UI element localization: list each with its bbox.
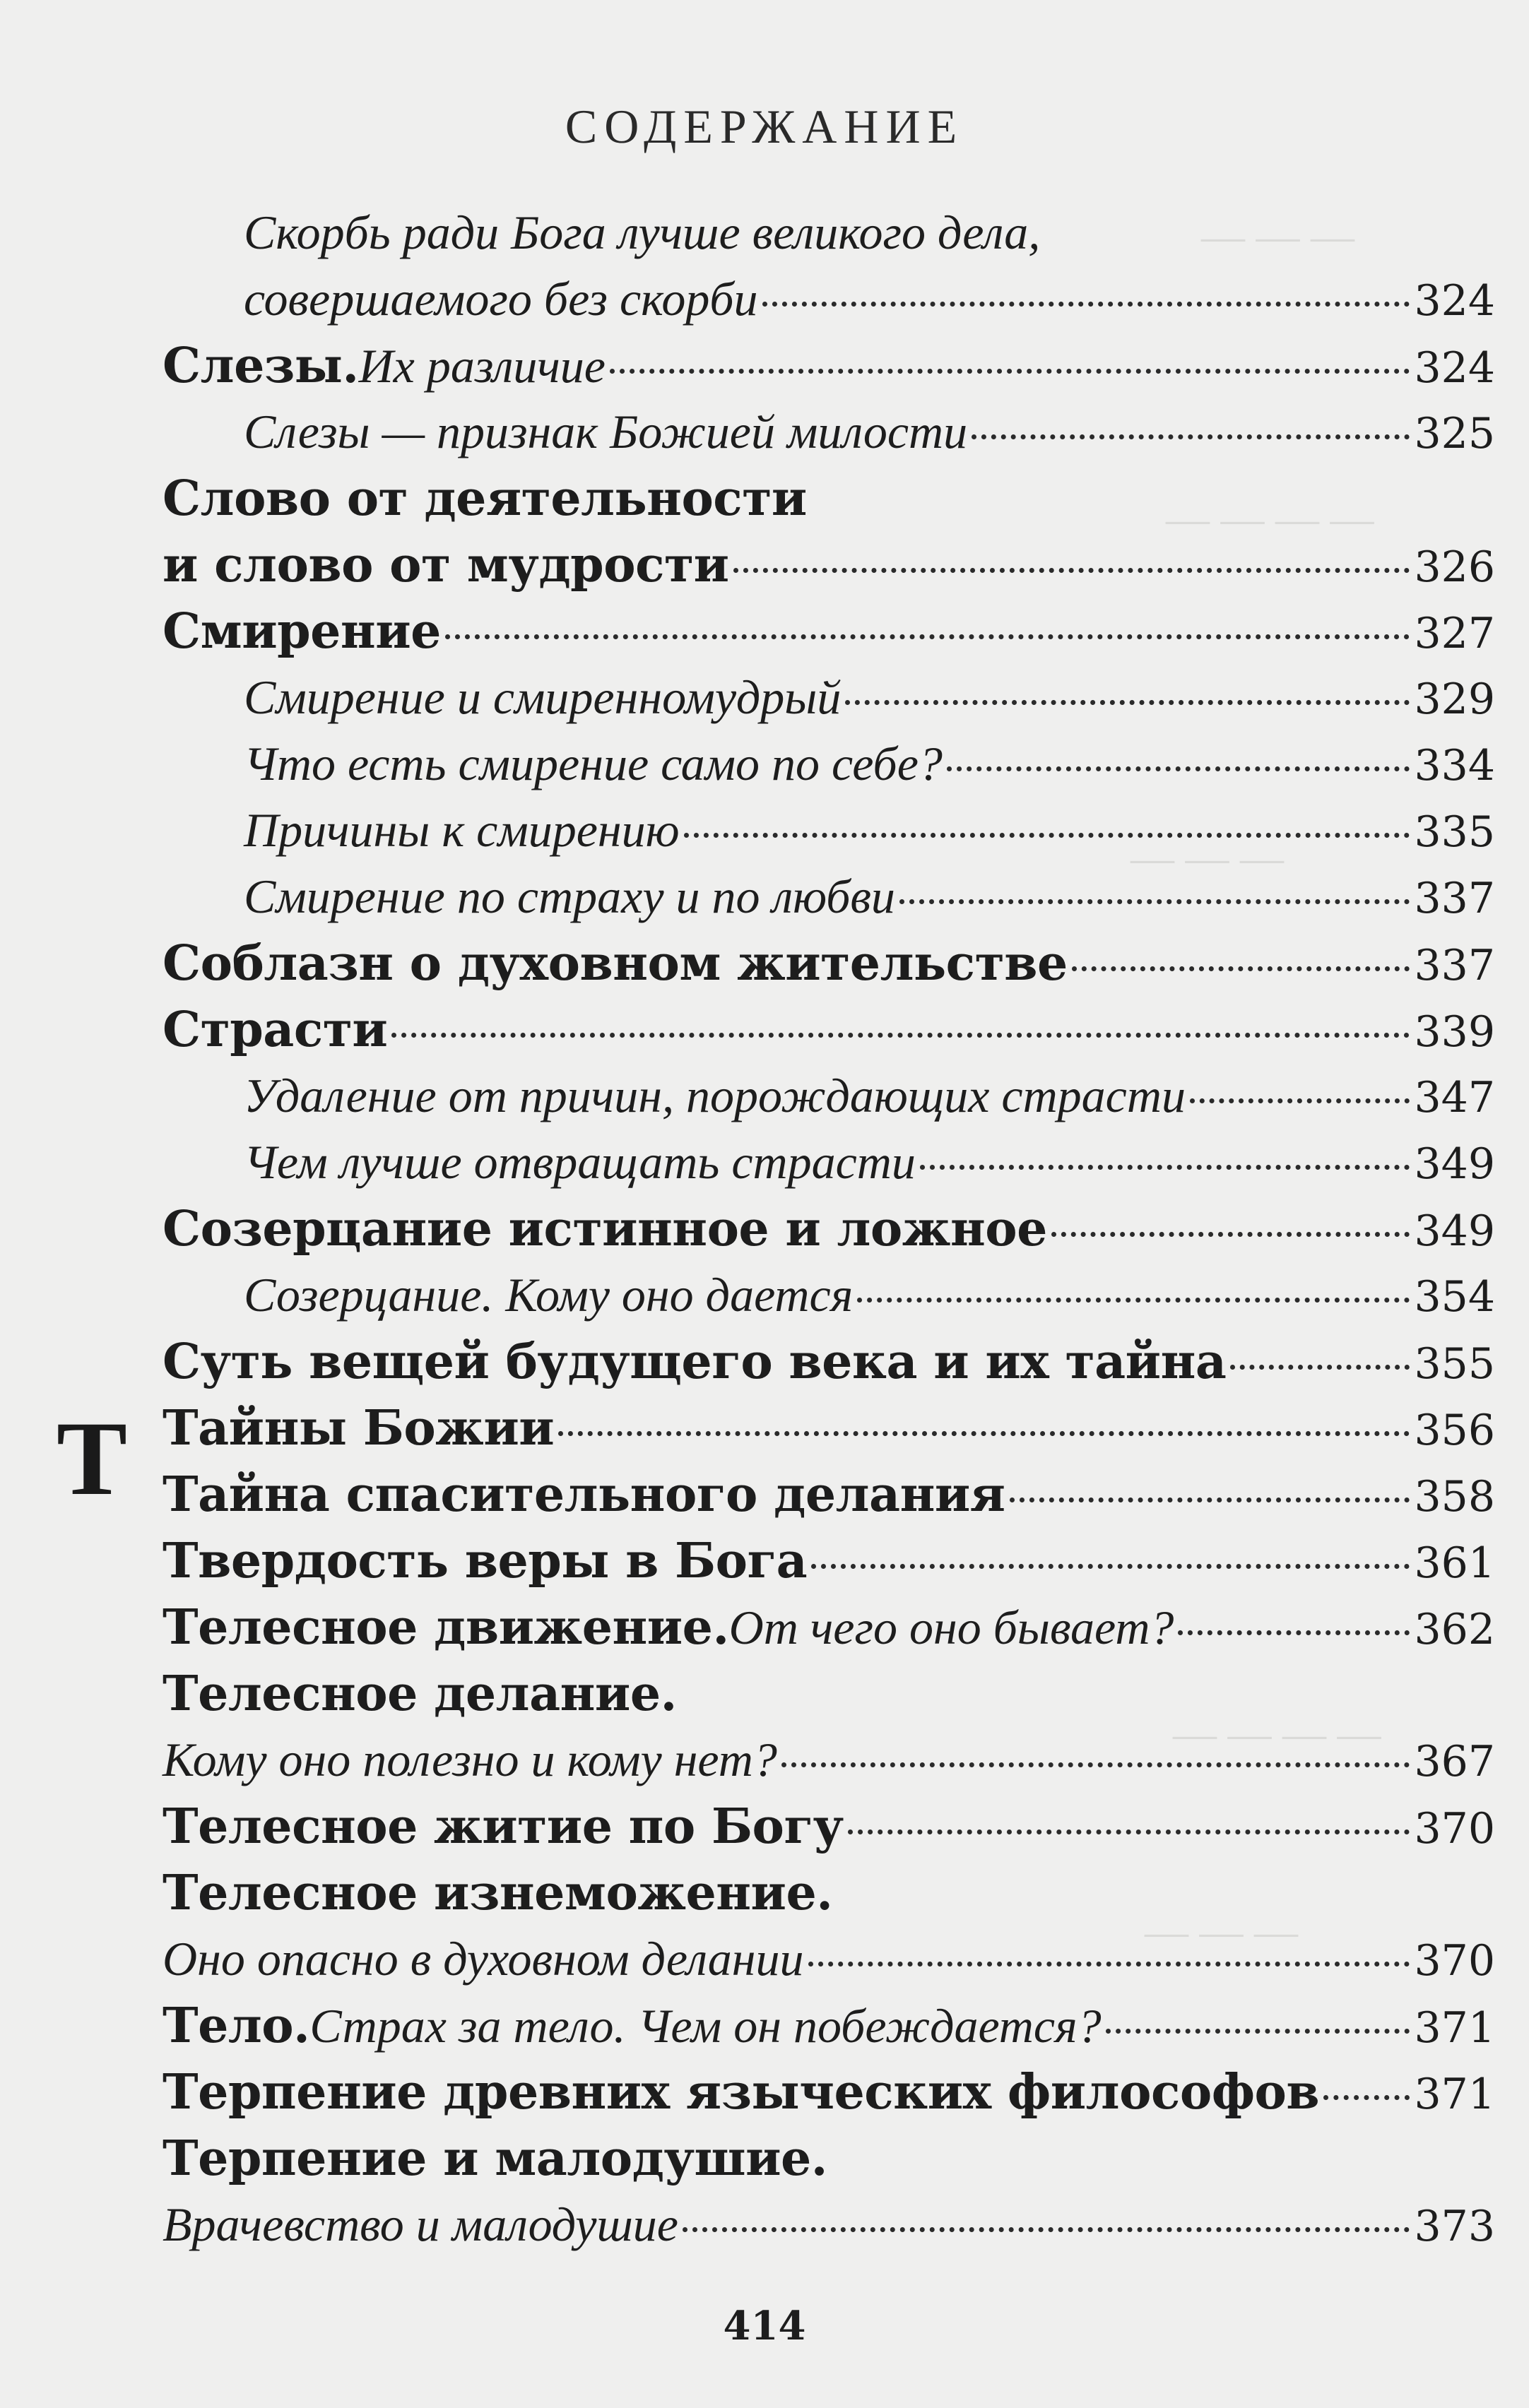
toc-entry: совершаемого без скорби 324 <box>244 272 1495 326</box>
leader-dots <box>1190 1098 1410 1103</box>
toc-entry: Кому оно полезно и кому нет? 367 <box>163 1733 1495 1786</box>
leader-dots <box>683 2227 1410 2232</box>
leader-dots <box>1230 1365 1410 1370</box>
page-number: 370 <box>1414 1804 1495 1854</box>
page-number: 329 <box>1414 675 1495 724</box>
toc-entry: Телесное изнеможение. <box>163 1865 833 1921</box>
toc-entry: и слово от мудрости 326 <box>163 537 1495 593</box>
toc-entry: Что есть смирение само по себе? 334 <box>244 737 1495 790</box>
toc-entry: Тайна спасительного делания 358 <box>163 1466 1495 1523</box>
leader-dots <box>899 899 1410 904</box>
leader-dots <box>781 1762 1410 1767</box>
toc-entry: Тело. Страх за тело. Чем он побеждается? 371 <box>163 1998 1495 2054</box>
page-number: 356 <box>1414 1406 1495 1455</box>
leader-dots <box>1323 2095 1410 2100</box>
page-header: СОДЕРЖАНИЕ <box>565 100 964 153</box>
toc-entry: Чем лучше отвращать страсти 349 <box>244 1135 1495 1189</box>
leader-dots <box>610 369 1410 374</box>
toc-entry: Оно опасно в духовном делании 370 <box>163 1932 1495 1986</box>
leader-dots <box>391 1033 1410 1038</box>
leader-dots <box>947 766 1410 771</box>
toc-entry: Врачевство и малодушие 373 <box>163 2198 1495 2251</box>
show-through-text: — — — <box>1201 213 1354 261</box>
leader-dots <box>857 1298 1410 1303</box>
toc-entry: Причины к смирению 335 <box>244 803 1495 857</box>
leader-dots <box>684 833 1410 838</box>
leader-dots <box>811 1564 1410 1569</box>
toc-entry: Смирение 327 <box>163 603 1495 660</box>
toc-entry: Удаление от причин, порождающих страсти 347 <box>244 1069 1495 1122</box>
leader-dots <box>845 700 1410 705</box>
page-number: 326 <box>1414 542 1495 592</box>
toc-entry: Скорбь ради Бога лучше великого дела, <box>244 206 1041 259</box>
leader-dots <box>445 634 1410 639</box>
leader-dots <box>1010 1497 1410 1502</box>
show-through-text: — — — <box>1145 1908 1298 1956</box>
page-number: 373 <box>1414 2202 1495 2251</box>
page-number: 371 <box>1414 2070 1495 2119</box>
leader-dots <box>848 1829 1410 1834</box>
toc-entry: Слово от деятельности <box>163 470 807 527</box>
page-number: 355 <box>1414 1339 1495 1389</box>
page-number: 362 <box>1414 1605 1495 1654</box>
leader-dots <box>558 1431 1410 1436</box>
toc-entry: Телесное делание. <box>163 1666 677 1722</box>
page-number: 335 <box>1414 807 1495 857</box>
toc-entry: Суть вещей будущего века и их тайна 355 <box>163 1334 1495 1390</box>
page-number: 334 <box>1414 741 1495 790</box>
page-number: 371 <box>1414 2003 1495 2053</box>
page-number: 327 <box>1414 609 1495 658</box>
page-number: 354 <box>1414 1272 1495 1322</box>
section-letter: Т <box>57 1400 128 1517</box>
page-number: 325 <box>1414 409 1495 458</box>
page-number: 347 <box>1414 1073 1495 1122</box>
toc-entry: Терпение и малодушие. <box>163 2130 827 2187</box>
page-number: 367 <box>1414 1737 1495 1786</box>
page-number-footer: 414 <box>723 2303 806 2349</box>
page-number: 358 <box>1414 1472 1495 1522</box>
show-through-text: — — — — <box>1173 1710 1381 1758</box>
toc-entry: Смирение и смиренномудрый 329 <box>244 670 1495 724</box>
leader-dots <box>1106 2029 1410 2034</box>
leader-dots <box>1072 966 1410 971</box>
page-number: 370 <box>1414 1936 1495 1986</box>
leader-dots <box>762 302 1410 307</box>
toc-entry: Слезы — признак Божией милости 325 <box>244 405 1495 458</box>
toc-entry: Терпение древних языческих философов 371 <box>163 2064 1495 2121</box>
toc-entry: Созерцание истинное и ложное 349 <box>163 1201 1495 1257</box>
leader-dots <box>808 1962 1410 1967</box>
page-number: 349 <box>1414 1139 1495 1189</box>
page-number: 324 <box>1414 276 1495 326</box>
show-through-text: — — — <box>1130 834 1284 882</box>
toc-entry: Телесное житие по Богу 370 <box>163 1798 1495 1855</box>
toc-entry: Смирение по страху и по любви 337 <box>244 870 1495 923</box>
toc-entry: Телесное движение. От чего оно бывает? 362 <box>163 1599 1495 1656</box>
leader-dots <box>1051 1232 1410 1237</box>
page-number: 361 <box>1414 1538 1495 1588</box>
toc-entry: Тайны Божии 356 <box>163 1400 1495 1457</box>
show-through-text: — — — — <box>1166 495 1374 543</box>
page-number: 349 <box>1414 1206 1495 1256</box>
page-number: 324 <box>1414 343 1495 393</box>
leader-dots <box>733 568 1410 573</box>
leader-dots <box>1178 1630 1410 1635</box>
page-number: 337 <box>1414 874 1495 923</box>
leader-dots <box>972 434 1410 439</box>
leader-dots <box>920 1165 1410 1170</box>
page-number: 339 <box>1414 1007 1495 1057</box>
toc-entry: Страсти 339 <box>163 1002 1495 1058</box>
page-number: 337 <box>1414 941 1495 990</box>
toc-entry: Соблазн о духовном жительстве 337 <box>163 935 1495 992</box>
toc-entry: Твердость веры в Бога 361 <box>163 1533 1495 1589</box>
toc-entry: Созерцание. Кому оно дается 354 <box>244 1268 1495 1322</box>
toc-entry: Слезы. Их различие 324 <box>163 338 1495 394</box>
